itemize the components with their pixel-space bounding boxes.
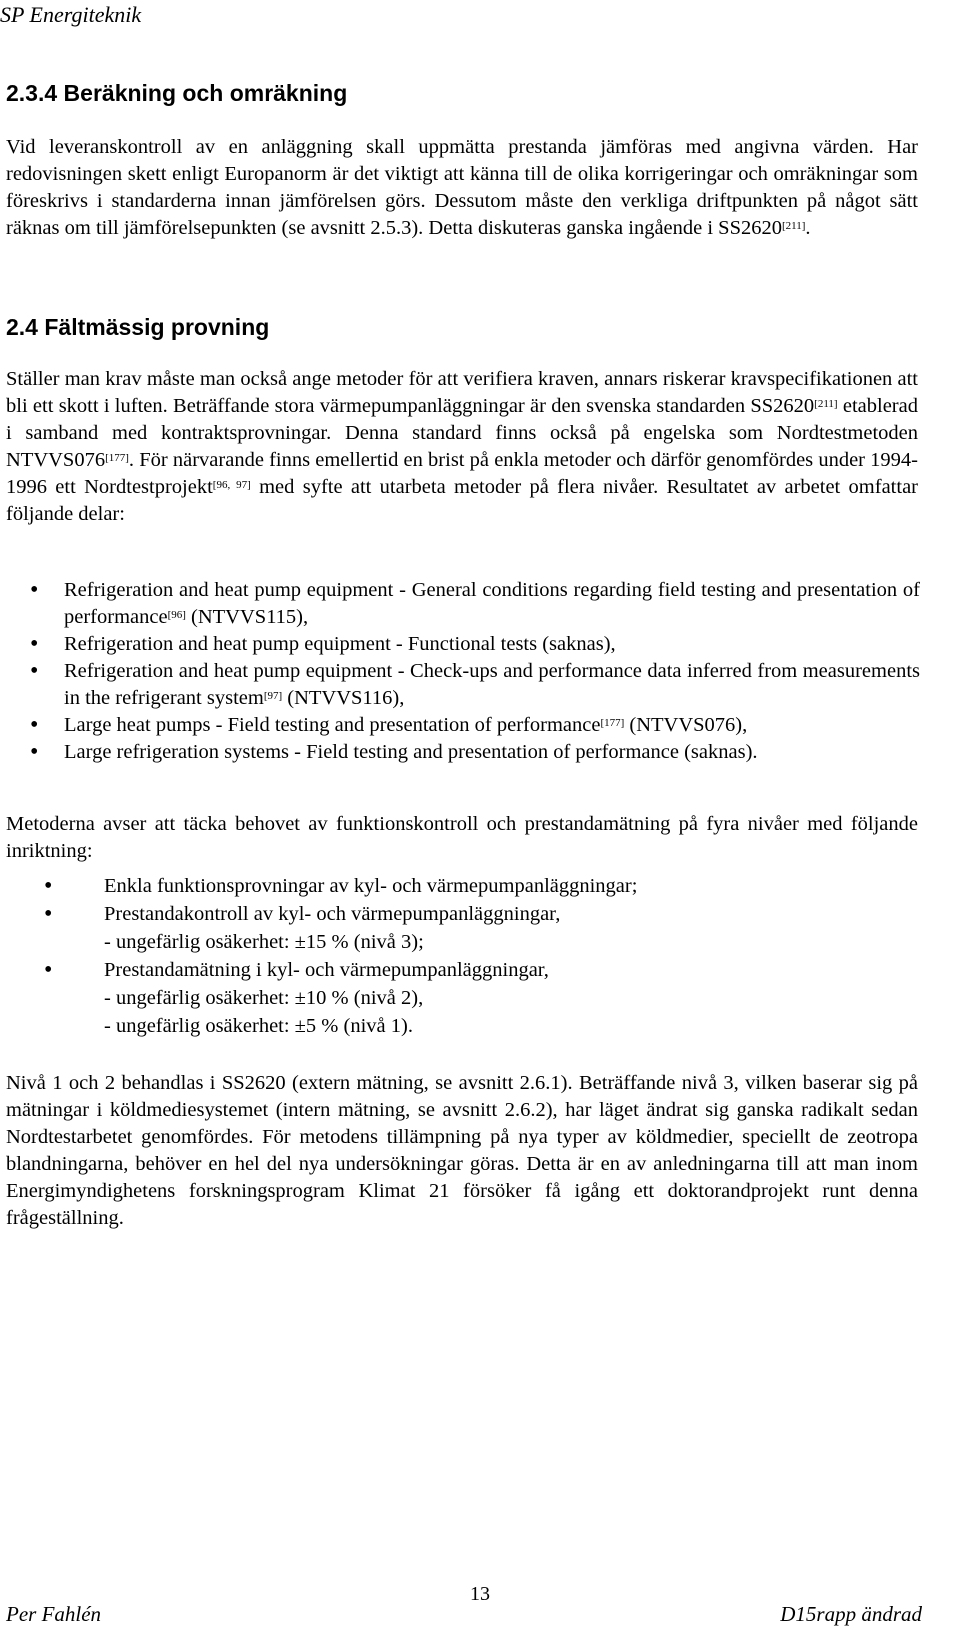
nordtest-parts-list xyxy=(30,577,920,766)
running-header: SP Energiteknik xyxy=(0,2,142,27)
paragraph-text: etablerad i samband med kontraktsprovningar. Denna standard finns också på engelska som Nordtestmetoden NTVVS076 xyxy=(6,395,918,471)
paragraph-text: . xyxy=(805,217,811,239)
page-number: 13 xyxy=(470,1583,490,1605)
citation-ref: [177] xyxy=(600,717,625,729)
list-item: • Prestandakontroll av kyl- och värmepumpanläggningar, xyxy=(44,900,914,928)
paragraph-levels-intro: Metoderna avser att täcka behovet av funktionskontroll och prestandamätning på fyra nivåer med följande inriktning: xyxy=(6,813,918,862)
section-heading-2-3-4: 2.3.4 Beräkning och omräkning xyxy=(6,80,348,106)
list-item-text: (NTVVS115), xyxy=(185,606,309,628)
footer-author: Per Fahlén xyxy=(6,1602,102,1626)
list-subitem: - ungefärlig osäkerhet: ±10 % (nivå 2), xyxy=(104,987,424,1009)
paragraph-2-3-4 xyxy=(6,134,918,242)
citation-ref: [177] xyxy=(105,452,129,464)
levels-list xyxy=(44,872,914,1040)
citation-ref: [211] xyxy=(782,220,806,232)
list-item-text: Refrigeration and heat pump equipment - Check-ups and performance data inferred from measurements in the refrigerant system xyxy=(64,660,920,709)
paragraph-text: Ställer man krav måste man också ange metoder för att verifiera kraven, annars riskerar kravspecifikationen att bli ett skott i luften. Beträffande stora värmepumpanläggningar är den svenska standarden SS2620 xyxy=(6,368,918,417)
section-heading-2-4: 2.4 Fältmässig provning xyxy=(6,314,270,340)
paragraph-text: . För närvarande finns emellertid en brist på enkla metoder och därför genomfördes under 1994-1996 ett Nordtestprojekt xyxy=(6,449,918,498)
list-item-text: Large refrigeration systems - Field testing and presentation of performance (saknas). xyxy=(64,741,758,763)
citation-ref: [96] xyxy=(167,609,186,621)
list-item-text: Refrigeration and heat pump equipment - General conditions regarding field testing and presentation of performance xyxy=(64,579,920,628)
list-item: • Prestandamätning i kyl- och värmepumpanläggningar, xyxy=(44,956,914,984)
list-item xyxy=(30,712,920,739)
list-item-text: Large heat pumps - Field testing and presentation of performance xyxy=(64,714,601,736)
list-item-text: (NTVVS076), xyxy=(624,714,748,736)
paragraph-2-4-intro xyxy=(6,366,918,528)
list-subitem: - ungefärlig osäkerhet: ±15 % (nivå 3); xyxy=(104,931,424,953)
list-subitem: - ungefärlig osäkerhet: ±5 % (nivå 1). xyxy=(104,1015,413,1037)
paragraph-conclusion: Nivå 1 och 2 behandlas i SS2620 (extern mätning, se avsnitt 2.6.1). Beträffande nivå 3, vilken baserar sig på mätningar i köldmediesystemet (intern mätning, se avsnitt 2.6.2), har läget ändrat sig ganska radikalt sedan Nordtestarbetet genomfördes. För metodens tillämpning på nya typer av köldmedier, speciellt de zeotropa blandningarna, behöver en hel del nya undersökningar göras. Detta är en av anledningarna till att man inom Energimyndighetens forskningsprogram Klimat 21 försöker få igång ett doktorandprojekt runt denna frågeställning. xyxy=(6,1072,918,1229)
footer-filename: D15rapp ändrad xyxy=(780,1602,922,1626)
citation-ref: [96, 97] xyxy=(212,479,251,491)
paragraph-text: med syfte att utarbeta metoder på flera nivåer. Resultatet av arbetet omfattar följande delar: xyxy=(6,476,918,525)
list-item-text: Refrigeration and heat pump equipment - Functional tests (saknas), xyxy=(64,633,616,655)
list-item xyxy=(30,658,920,712)
paragraph-text: Vid leveranskontroll av en anläggning skall uppmätta prestanda jämföras med angivna värden. Har redovisningen skett enligt Europanorm är det viktigt att känna till de olika korrigeringar och omräkningar som föreskrivs i standarderna innan jämförelsen görs. Dessutom måste den verkliga driftpunkten på något sätt räknas om till jämförelsepunkten (se avsnitt 2.5.3). Detta diskuteras ganska ingående i SS2620 xyxy=(6,136,918,239)
list-item: • Enkla funktionsprovningar av kyl- och värmepumpanläggningar; xyxy=(44,872,914,900)
citation-ref: [211] xyxy=(814,398,838,410)
citation-ref: [97] xyxy=(263,690,283,702)
list-item xyxy=(30,739,920,766)
list-item-text: (NTVVS116), xyxy=(282,687,405,709)
list-item xyxy=(30,577,920,631)
list-item xyxy=(30,631,920,658)
